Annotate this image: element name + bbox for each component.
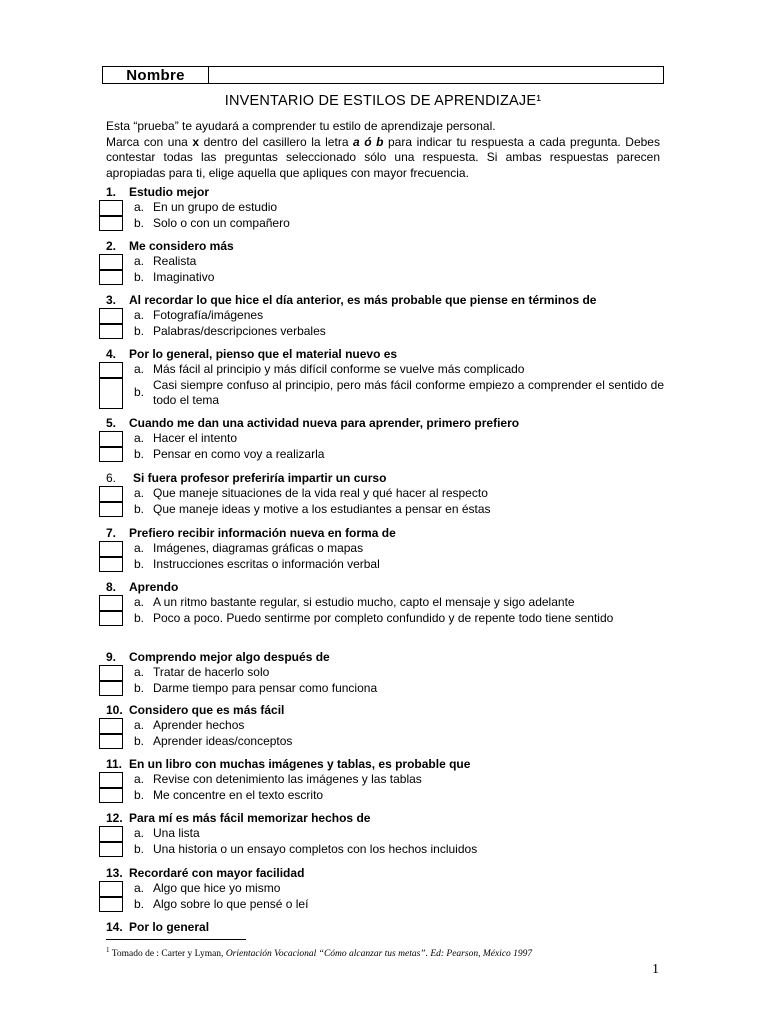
option-text: Poco a poco. Puedo sentirme por completo confundido y de repente todo tiene sentido [153,610,614,625]
option-text: Algo que hice yo mismo [153,881,281,895]
question-title: Por lo general [129,920,210,934]
option-letter: b. [134,733,145,748]
answer-checkbox-b[interactable] [99,502,123,518]
question-title: Cuando me dan una actividad nueva para aprender, primero prefiero [129,416,520,430]
answer-checkbox-a[interactable] [99,718,123,734]
option-text: Tratar de hacerlo solo [153,665,270,679]
option-letter: b. [134,446,145,461]
option-b [106,216,664,232]
option-letter: a. [134,431,145,445]
option-b [106,842,664,858]
option-b [106,447,664,463]
answer-checkbox-a[interactable] [99,486,123,502]
option-letter: a. [134,772,145,786]
page-title: INVENTARIO DE ESTILOS DE APRENDIZAJE¹ [224,93,542,109]
option-letter: a. [134,826,145,840]
option-letter: b. [134,556,145,571]
question-number: 8. [106,580,117,594]
question-number: 14. [106,920,123,934]
option-letter: b. [134,385,145,400]
footnote-source: Tomado de : Carter y Lyman, [109,949,226,960]
option-text: Palabras/descripciones verbales [153,323,326,338]
option-text: Realista [153,254,197,268]
question-title: Al recordar lo que hice el día anterior, es más probable que piense en términos de [129,293,597,307]
answer-checkbox-b[interactable] [99,216,123,232]
intro-text: para indicar tu respuesta a cada pregunta. Debes contestar todas las preguntas seleccionado sólo una respuesta. Si ambas respuestas parecen apropiadas para ti, elige aquella que apliques con mayor frecuencia. [106,134,660,180]
answer-checkbox-a[interactable] [99,595,123,611]
option-letter: a. [134,881,145,895]
option-b [106,557,664,573]
footnote-reference: Orientación Vocacional “Cómo alcanzar tus metas”. Ed: Pearson, México 1997 [225,949,533,960]
question-number: 2. [106,239,117,253]
answer-checkbox-b[interactable] [99,270,123,286]
question-10 [106,703,664,749]
question-13 [106,866,664,912]
option-a [106,595,664,611]
question-title: Me considero más [129,239,234,253]
intro-line-2 [106,135,660,182]
option-b [106,897,664,913]
option-text: Me concentre en el texto escrito [153,787,324,802]
question-title: Considero que es más fácil [129,703,285,717]
footnote-mark: 1 [106,946,110,954]
option-text: En un grupo de estudio [153,200,278,214]
option-text: Casi siempre confuso al principio, pero más fácil conforme empiezo a comprender el sentido de todo el tema [153,377,664,407]
answer-checkbox-a[interactable] [99,200,123,216]
question-title: Aprendo [129,580,179,594]
option-letter: a. [134,308,145,322]
question-2 [106,239,664,285]
question-number: 7. [106,526,117,540]
option-letter: a. [134,200,145,214]
option-b [106,324,664,340]
question-12 [106,811,664,857]
option-a [106,431,664,447]
answer-checkbox-b[interactable] [99,557,123,573]
question-title: Para mí es más fácil memorizar hechos de [129,811,371,825]
option-text: Que maneje ideas y motive a los estudiantes a pensar en éstas [153,501,491,516]
answer-checkbox-a[interactable] [99,431,123,447]
option-letter: b. [134,215,145,230]
option-text: Revise con detenimiento las imágenes y las tablas [153,772,422,786]
option-a [106,881,664,897]
intro-x-mark: x [192,134,200,149]
option-b [106,502,664,518]
question-number: 10. [106,703,123,717]
answer-checkbox-a[interactable] [99,308,123,324]
question-title: En un libro con muchas imágenes y tablas, es probable que [129,757,471,771]
question-6 [106,471,664,517]
option-a [106,486,664,502]
intro-line-1: Esta “prueba” te ayudará a comprender tu estilo de aprendizaje personal. [106,119,496,133]
intro-text: dentro del casillero la letra [199,134,354,149]
answer-checkbox-b[interactable] [99,734,123,750]
option-text: Imágenes, diagramas gráficas o mapas [153,541,364,555]
question-number: 4. [106,347,117,361]
footnote-divider [106,939,246,940]
option-text: A un ritmo bastante regular, si estudio mucho, capto el mensaje y sigo adelante [153,595,575,609]
option-a [106,362,664,378]
option-a [106,308,664,324]
option-text: Instrucciones escritas o información verbal [153,556,380,571]
question-title: Estudio mejor [129,185,210,199]
option-letter: b. [134,896,145,911]
name-label: Nombre [103,67,209,83]
option-a [106,254,664,270]
option-text: Aprender hechos [153,718,245,732]
intro-paragraph [106,119,660,181]
option-letter: a. [134,254,145,268]
question-4 [106,347,664,409]
option-a [106,200,664,216]
option-a [106,665,664,681]
option-text: Solo o con un compañero [153,215,290,230]
option-text: Que maneje situaciones de la vida real y qué hacer al respecto [153,486,488,500]
option-letter: a. [134,718,145,732]
option-text: Una historia o un ensayo completos con los hechos incluidos [153,841,478,856]
option-b [106,788,664,804]
question-number: 6. [106,471,117,485]
page-number: 1 [652,962,659,977]
question-title: Recordaré con mayor facilidad [129,866,305,880]
question-5 [106,416,664,462]
option-a [106,718,664,734]
option-letter: b. [134,323,145,338]
option-text: Imaginativo [153,269,215,284]
answer-checkbox-a[interactable] [99,881,123,897]
question-3 [106,293,664,339]
question-1 [106,185,664,231]
option-text: Hacer el intento [153,431,238,445]
answer-checkbox-b[interactable] [99,447,123,463]
answer-checkbox-b[interactable] [99,324,123,340]
option-letter: a. [134,362,145,376]
answer-checkbox-b[interactable] [99,611,123,627]
name-field[interactable] [209,67,663,83]
answer-checkbox-b[interactable] [99,378,123,409]
question-7 [106,526,664,572]
question-number: 9. [106,650,117,664]
answer-checkbox-b[interactable] [99,788,123,804]
option-b [106,270,664,286]
question-number: 5. [106,416,117,430]
question-number: 1. [106,185,117,199]
question-number: 12. [106,811,123,825]
answer-checkbox-a[interactable] [99,254,123,270]
question-title: Si fuera profesor preferiría impartir un curso [133,471,387,485]
answer-checkbox-b[interactable] [99,897,123,913]
option-text: Fotografía/imágenes [153,308,264,322]
option-letter: a. [134,486,145,500]
question-number: 3. [106,293,117,307]
option-letter: b. [134,610,145,625]
name-row [102,66,664,84]
option-letter: a. [134,665,145,679]
option-letter: a. [134,541,145,555]
question-8 [106,580,664,626]
option-text: Una lista [153,826,200,840]
question-11 [106,757,664,803]
option-text: Pensar en como voy a realizarla [153,446,325,461]
option-a [106,826,664,842]
question-14 [106,920,664,935]
question-number: 11. [106,757,123,771]
answer-checkbox-a[interactable] [99,665,123,681]
question-number: 13. [106,866,123,880]
option-b [106,734,664,750]
option-b [106,681,664,697]
option-text: Darme tiempo para pensar como funciona [153,680,378,695]
option-letter: b. [134,501,145,516]
option-a [106,772,664,788]
question-title: Prefiero recibir información nueva en forma de [129,526,396,540]
question-9 [106,650,664,696]
answer-checkbox-a[interactable] [99,541,123,557]
answer-checkbox-a[interactable] [99,772,123,788]
question-title: Por lo general, pienso que el material nuevo es [129,347,398,361]
option-b [106,611,664,627]
option-letter: b. [134,841,145,856]
option-a [106,541,664,557]
answer-checkbox-b[interactable] [99,842,123,858]
answer-checkbox-a[interactable] [99,362,123,378]
footnote [106,944,532,960]
answer-checkbox-b[interactable] [99,681,123,697]
option-b [106,378,664,409]
option-letter: a. [134,595,145,609]
option-text: Algo sobre lo que pensé o leí [153,896,309,911]
option-letter: b. [134,787,145,802]
answer-checkbox-a[interactable] [99,826,123,842]
option-letter: b. [134,680,145,695]
intro-text: Marca con una [106,134,193,149]
question-title: Comprendo mejor algo después de [129,650,330,664]
intro-ab-letters: a ó b [353,134,384,149]
option-text: Aprender ideas/conceptos [153,733,293,748]
option-letter: b. [134,269,145,284]
option-text: Más fácil al principio y más difícil conforme se vuelve más complicado [153,362,525,376]
